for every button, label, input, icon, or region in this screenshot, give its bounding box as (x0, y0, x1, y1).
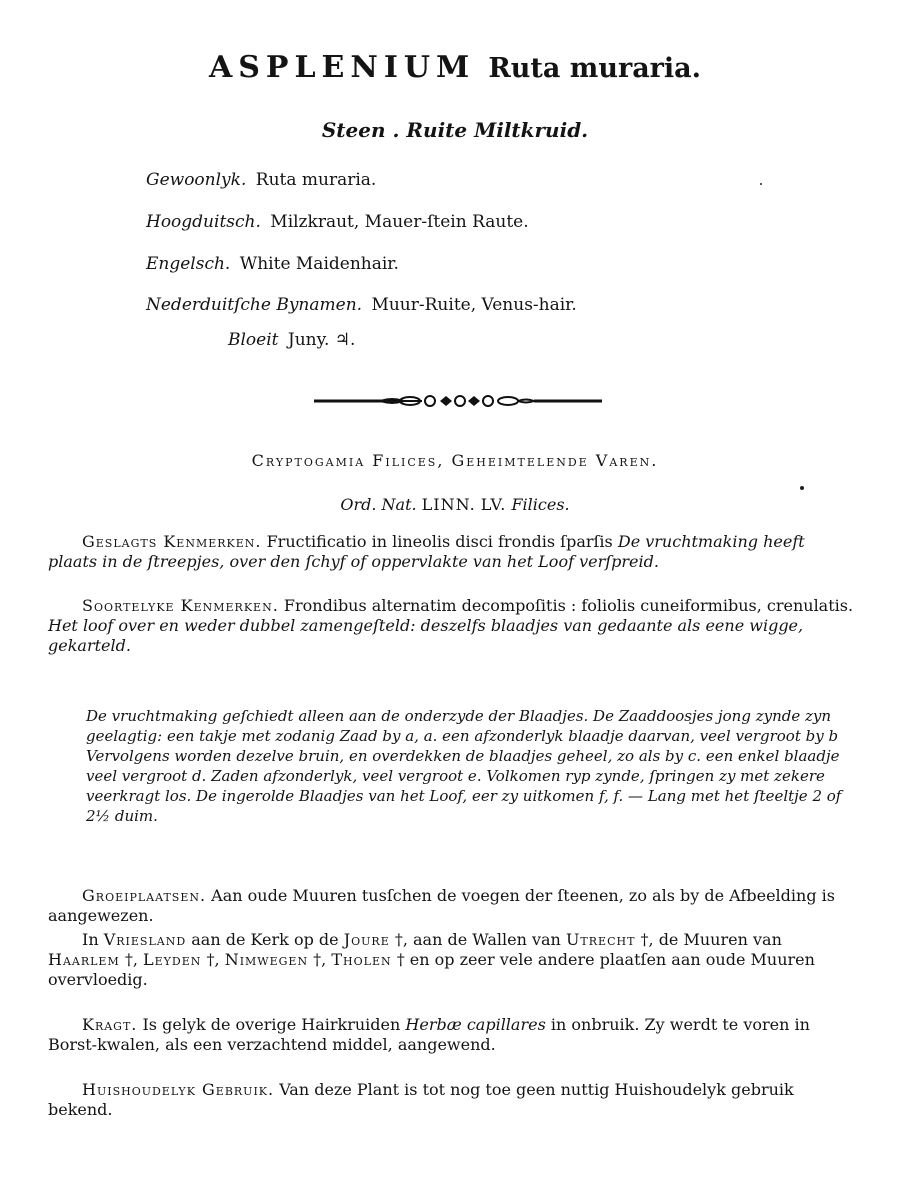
power-text: in onbruik. Zy werdt te voren in Borst-kwalen, als een verzachtend middel, aangewend. (48, 1015, 810, 1054)
ink-speck (800, 486, 804, 490)
plate-description: De vruchtmaking geſchiedt alleen aan de onderzyde der Blaadjes. De Zaaddoosjes jong zynde zyn geelagtig: een takje met zodanig Zaad by a, a. een afzonderlyk blaadje daarvan, veel vergroot by b Vervolgens worden dezelve bruin, en overdekken de blaadjes geheel, zo als by c. een enkel blaadje veel vergroot d. Zaden afzonderlyk, veel vergroot e. Volkomen ryp zynde, ſpringen zy met zekere veerkragt los. De ingerolde Blaadjes van het Loof, eer zy uitkomen f, f. — Lang met het ſteeltje 2 of 2½ duim. (86, 707, 842, 825)
place-name: Haarlem (48, 950, 120, 969)
place-name: Utrecht (565, 930, 636, 949)
synonym-row (146, 254, 399, 274)
synonym-row (146, 212, 529, 232)
household-paragraph (48, 1080, 856, 1120)
bloom-value: Juny. ♃. (287, 330, 356, 350)
power-text: Is gelyk de overige Hairkruiden (142, 1015, 401, 1034)
species-characters-heading: Soortelyke Kenmerken. (82, 596, 279, 615)
habitat-text-part: †, aan de Wallen van (394, 930, 561, 949)
ornament-divider (312, 392, 604, 414)
species-characters-dutch: Het loof over en weder dubbel zamengeſteld: deszelfs blaadjes van gedaante als eene wigge, gekarteld. (48, 616, 804, 655)
power-heading: Kragt. (82, 1015, 138, 1034)
order-name: Filices. (511, 495, 570, 514)
habitat-text: Aan oude Muuren tusſchen de voegen der ſteenen, zo als by de Afbeelding is aangewezen. (48, 886, 835, 925)
bloom-row (228, 330, 355, 350)
province-name: Vriesland (103, 930, 187, 949)
place-name: Leyden (143, 950, 202, 969)
synonym-row (146, 170, 376, 190)
habitat-text-part: aan de Kerk op de (191, 930, 339, 949)
household-text: Van deze Plant is tot nog toe geen nuttig Huishoudelyk gebruik bekend. (48, 1080, 794, 1119)
synonym-value: Ruta muraria. (255, 170, 377, 190)
order-prefix: Ord. Nat. (340, 495, 417, 514)
dagger-separator: †, (124, 950, 138, 969)
place-name: Nimwegen (224, 950, 309, 969)
habitat-locations-paragraph (48, 930, 856, 990)
synonym-row (146, 295, 577, 315)
ink-speck (760, 183, 762, 185)
genus-characters-paragraph (48, 532, 856, 572)
classification-heading: Cryptogamia Filices, Geheimtelende Varen. (251, 451, 659, 470)
synonym-language: Gewoonlyk. (146, 170, 247, 190)
species-characters-latin: Frondibus alternatim decompoſitis : foliolis cuneiformibus, crenulatis. (283, 596, 854, 615)
order-author: LINN. (421, 495, 476, 514)
dagger-separator: †, (206, 950, 220, 969)
page-title (0, 50, 910, 85)
species-name: Ruta muraria. (488, 53, 702, 84)
synonym-language: Engelsch. (146, 254, 231, 274)
synonym-value: Milzkraut, Mauer-ſtein Raute. (270, 212, 529, 232)
genus-characters-dutch: De vruchtmaking heeft plaats in de ſtreepjes, over den ſchyf of oppervlakte van het Loof verſpreid. (48, 532, 805, 571)
species-characters-paragraph (48, 596, 856, 656)
genus-name: ASPLENIUM (208, 50, 476, 85)
synonym-language: Nederduitſche Bynamen. (146, 295, 363, 315)
order-number: LV. (480, 495, 507, 514)
genus-characters-latin: Fructificatio in lineolis disci frondis ſparſis (266, 532, 613, 551)
household-heading: Huishoudelyk Gebruik. (82, 1080, 275, 1099)
power-latin: Herbæ capillares (405, 1015, 546, 1034)
dagger-separator: †, (313, 950, 327, 969)
habitat-text-part: † en op zeer vele andere plaatſen aan oude Muuren overvloedig. (48, 950, 815, 989)
habitat-heading: Groeiplaatsen. (82, 886, 207, 905)
synonym-language: Hoogduitsch. (146, 212, 261, 232)
natural-order-line (0, 495, 910, 514)
habitat-lead-word: In (82, 930, 99, 949)
power-paragraph (48, 1015, 856, 1055)
synonym-value: Muur-Ruite, Venus-hair. (371, 295, 577, 315)
place-name: Joure (343, 930, 390, 949)
dutch-common-name: Steen . Ruite Miltkruid. (321, 118, 589, 142)
place-name: Tholen (331, 950, 392, 969)
habitat-text-part: †, de Muuren van (640, 930, 782, 949)
genus-characters-heading: Geslagts Kenmerken. (82, 532, 262, 551)
habitat-paragraph (48, 886, 856, 926)
bloom-label: Bloeit (228, 330, 279, 350)
synonym-value: White Maidenhair. (239, 254, 399, 274)
